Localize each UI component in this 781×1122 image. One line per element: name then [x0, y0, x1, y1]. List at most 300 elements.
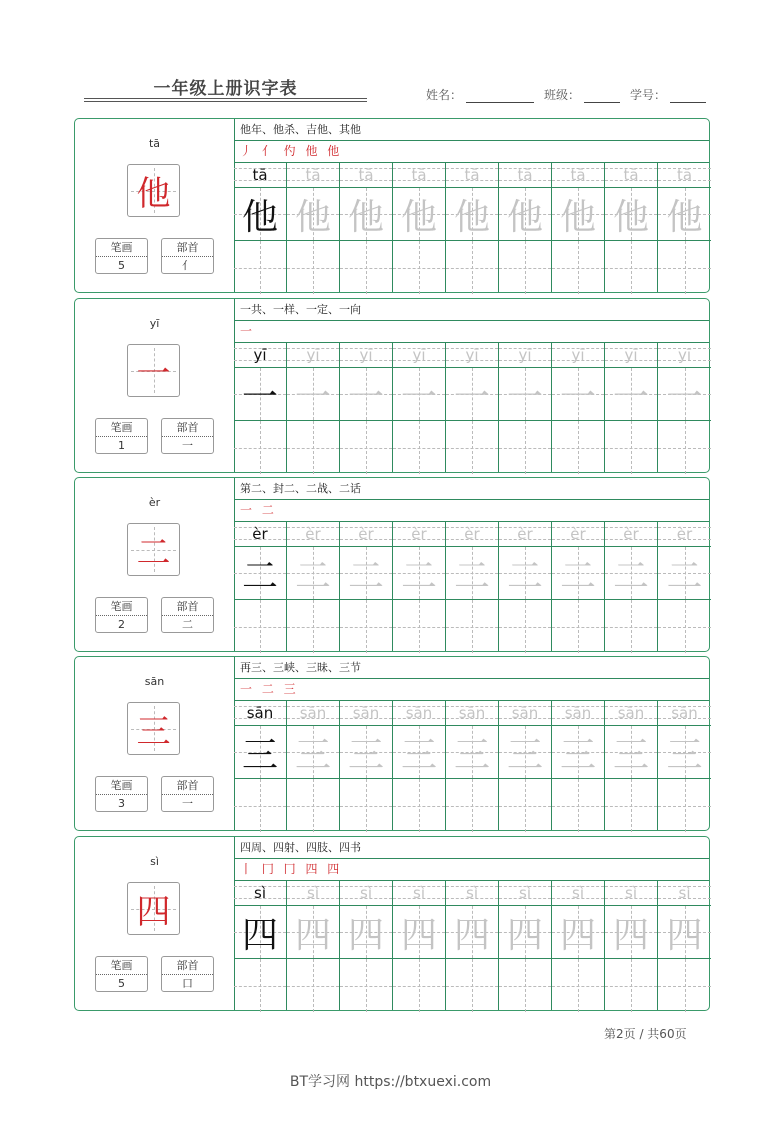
character-trace: 三 — [453, 734, 490, 776]
tracing-cell[interactable] — [499, 726, 551, 779]
character-trace: 三 — [666, 734, 703, 776]
pinyin-cell — [499, 163, 551, 188]
character-trace: 他 — [400, 196, 437, 238]
tracing-cell[interactable] — [552, 906, 604, 959]
radical-label: 部首 — [162, 419, 213, 437]
practice-column — [393, 881, 446, 1010]
pinyin-cell — [658, 343, 711, 368]
tracing-cell[interactable] — [552, 726, 604, 779]
blank-writing-cell[interactable] — [499, 421, 551, 474]
tracing-cell[interactable] — [287, 906, 339, 959]
blank-writing-cell[interactable] — [393, 959, 445, 1012]
tracing-cell[interactable] — [234, 906, 286, 959]
blank-writing-cell[interactable] — [340, 600, 392, 653]
pinyin-trace: sān — [246, 704, 274, 722]
tracing-cell[interactable] — [234, 188, 286, 241]
tracing-cell[interactable] — [340, 188, 392, 241]
practice-column — [340, 522, 393, 651]
tracing-cell[interactable] — [499, 188, 551, 241]
tracing-cell[interactable] — [287, 726, 339, 779]
character-trace: 四 — [612, 914, 649, 956]
pinyin-trace: tā — [570, 166, 586, 184]
blank-writing-cell[interactable] — [658, 421, 711, 474]
radical-label: 部首 — [162, 239, 213, 257]
character-pinyin: èr — [148, 496, 161, 509]
character-trace: 三 — [347, 734, 384, 776]
practice-column — [340, 343, 393, 472]
pinyin-cell — [393, 343, 445, 368]
pinyin-cell — [552, 163, 604, 188]
pinyin-cell — [287, 522, 339, 547]
character-trace: 四 — [453, 914, 490, 956]
tracing-cell[interactable] — [446, 368, 498, 421]
tracing-cell[interactable] — [446, 547, 498, 600]
pinyin-trace: sì — [413, 884, 425, 902]
character-trace: 四 — [506, 914, 543, 956]
practice-column — [499, 163, 552, 292]
tracing-cell[interactable] — [499, 547, 551, 600]
tracing-cell[interactable] — [393, 906, 445, 959]
pinyin-cell — [234, 881, 286, 906]
practice-grid — [234, 343, 709, 472]
tracing-cell[interactable] — [552, 188, 604, 241]
blank-writing-cell[interactable] — [340, 779, 392, 832]
blank-writing-cell[interactable] — [340, 421, 392, 474]
pinyin-trace: sì — [254, 884, 266, 902]
class-field[interactable] — [544, 86, 620, 103]
pinyin-trace: sì — [625, 884, 637, 902]
character-trace: 一 — [400, 376, 437, 418]
blank-writing-cell[interactable] — [446, 959, 498, 1012]
pinyin-trace: sān — [458, 704, 486, 722]
practice-column — [658, 881, 711, 1010]
tracing-cell[interactable] — [605, 726, 657, 779]
pinyin-cell — [446, 343, 498, 368]
practice-column — [605, 522, 658, 651]
tracing-cell[interactable] — [605, 368, 657, 421]
practice-column — [446, 343, 499, 472]
practice-column — [446, 522, 499, 651]
stroke-order: 一 二 三 — [234, 679, 709, 701]
character-glyph: 三 — [136, 712, 171, 752]
name-blank[interactable] — [466, 90, 534, 103]
blank-writing-cell[interactable] — [446, 421, 498, 474]
blank-writing-cell[interactable] — [499, 779, 551, 832]
pinyin-trace: sì — [466, 884, 478, 902]
blank-writing-cell[interactable] — [552, 421, 604, 474]
radical-box — [161, 597, 214, 633]
practice-column — [287, 701, 340, 830]
tracing-cell[interactable] — [234, 726, 286, 779]
practice-column — [234, 163, 287, 292]
pinyin-cell — [658, 701, 711, 726]
pinyin-cell — [658, 881, 711, 906]
character-info-panel — [75, 478, 235, 651]
character-trace: 四 — [559, 914, 596, 956]
student-info-fields — [426, 86, 716, 103]
blank-writing-cell[interactable] — [340, 959, 392, 1012]
student-id-blank[interactable] — [670, 90, 706, 103]
pinyin-trace: sì — [360, 884, 372, 902]
practice-column — [658, 343, 711, 472]
practice-panel — [234, 657, 709, 830]
character-trace: 他 — [559, 196, 596, 238]
radical-box — [161, 776, 214, 812]
blank-writing-cell[interactable] — [552, 959, 604, 1012]
stroke-count-value: 5 — [118, 977, 125, 990]
character-trace: 他 — [506, 196, 543, 238]
character-trace: 一 — [506, 376, 543, 418]
tracing-cell[interactable] — [287, 547, 339, 600]
practice-column — [499, 522, 552, 651]
blank-writing-cell[interactable] — [605, 600, 657, 653]
example-words: 他年、他杀、吉他、其他 — [234, 119, 709, 141]
practice-column — [234, 522, 287, 651]
character-trace: 四 — [294, 914, 331, 956]
stroke-count-label: 笔画 — [96, 239, 147, 257]
character-trace: 四 — [666, 914, 703, 956]
pinyin-trace: sān — [511, 704, 539, 722]
pinyin-trace: yī — [253, 346, 267, 364]
pinyin-cell — [393, 881, 445, 906]
pinyin-trace: tā — [623, 166, 639, 184]
stroke-count-box — [95, 956, 148, 992]
character-pinyin: yī — [149, 317, 160, 330]
radical-label: 部首 — [162, 957, 213, 975]
practice-column — [340, 701, 393, 830]
pinyin-trace: sān — [405, 704, 433, 722]
blank-writing-cell[interactable] — [499, 600, 551, 653]
tracing-cell[interactable] — [234, 547, 286, 600]
pinyin-cell — [552, 701, 604, 726]
character-trace: 三 — [400, 734, 437, 776]
pinyin-cell — [499, 343, 551, 368]
blank-writing-cell[interactable] — [287, 421, 339, 474]
tracing-cell[interactable] — [393, 188, 445, 241]
blank-writing-cell[interactable] — [605, 779, 657, 832]
pinyin-trace: yī — [571, 346, 585, 364]
pinyin-cell — [234, 522, 286, 547]
tracing-cell[interactable] — [658, 906, 711, 959]
blank-writing-cell[interactable] — [234, 959, 286, 1012]
pinyin-trace: tā — [676, 166, 693, 184]
practice-column — [287, 881, 340, 1010]
blank-writing-cell[interactable] — [605, 421, 657, 474]
blank-writing-cell[interactable] — [499, 959, 551, 1012]
radical-box — [161, 418, 214, 454]
character-trace: 三 — [506, 734, 543, 776]
pinyin-cell — [446, 881, 498, 906]
class-blank[interactable] — [584, 90, 620, 103]
tracing-cell[interactable] — [605, 547, 657, 600]
class-label: 班级： — [544, 88, 581, 102]
character-card — [74, 836, 710, 1011]
stroke-order: 一 二 — [234, 500, 709, 522]
blank-writing-cell[interactable] — [446, 779, 498, 832]
character-trace: 他 — [241, 196, 278, 238]
pinyin-trace: sān — [671, 704, 698, 722]
blank-writing-cell[interactable] — [658, 959, 711, 1012]
character-card — [74, 477, 710, 652]
tracing-cell[interactable] — [552, 368, 604, 421]
tracing-cell[interactable] — [552, 547, 604, 600]
stroke-order: 丨 冂 冂 四 四 — [234, 859, 709, 881]
tracing-cell[interactable] — [658, 368, 711, 421]
stroke-count-label: 笔画 — [96, 777, 147, 795]
practice-column — [340, 881, 393, 1010]
pinyin-trace: yī — [412, 346, 426, 364]
tracing-cell[interactable] — [446, 726, 498, 779]
practice-column — [340, 163, 393, 292]
practice-column — [499, 701, 552, 830]
character-trace: 四 — [400, 914, 437, 956]
character-trace: 二 — [559, 555, 596, 597]
footer-watermark: BT学习网 https://btxuexi.com — [289, 1074, 492, 1090]
blank-writing-cell[interactable] — [234, 241, 286, 294]
practice-column — [446, 163, 499, 292]
practice-column — [393, 163, 446, 292]
character-info-panel — [75, 299, 235, 472]
practice-grid — [234, 881, 709, 1010]
pinyin-trace: yī — [306, 346, 320, 364]
pinyin-trace: tā — [517, 166, 533, 184]
stroke-count-box — [95, 238, 148, 274]
tracing-cell[interactable] — [605, 188, 657, 241]
radical-value: 二 — [182, 618, 193, 631]
character-trace: 三 — [559, 734, 596, 776]
stroke-count-box — [95, 597, 148, 633]
stroke-order: 丿 亻 仢 他 他 — [234, 141, 709, 163]
radical-box — [161, 238, 214, 274]
pinyin-cell — [499, 881, 551, 906]
character-trace: 他 — [347, 196, 384, 238]
pinyin-cell — [552, 343, 604, 368]
blank-writing-cell[interactable] — [658, 779, 711, 832]
blank-writing-cell[interactable] — [393, 779, 445, 832]
practice-column — [446, 701, 499, 830]
character-trace: 二 — [666, 555, 703, 597]
character-trace: 一 — [453, 376, 490, 418]
tracing-cell[interactable] — [393, 726, 445, 779]
tracing-cell[interactable] — [393, 547, 445, 600]
pinyin-trace: sì — [572, 884, 584, 902]
practice-panel — [234, 837, 709, 1010]
character-trace: 一 — [294, 376, 331, 418]
practice-grid — [234, 163, 709, 292]
pinyin-cell — [287, 881, 339, 906]
tracing-cell[interactable] — [340, 368, 392, 421]
practice-column — [499, 881, 552, 1010]
blank-writing-cell[interactable] — [234, 779, 286, 832]
pinyin-cell — [605, 701, 657, 726]
pinyin-trace: yī — [465, 346, 479, 364]
practice-column — [552, 163, 605, 292]
character-glyph: 四 — [136, 892, 171, 932]
practice-column — [234, 701, 287, 830]
character-info-panel — [75, 837, 235, 1010]
blank-writing-cell[interactable] — [552, 779, 604, 832]
pinyin-cell — [287, 701, 339, 726]
tracing-cell[interactable] — [287, 368, 339, 421]
tracing-cell[interactable] — [499, 368, 551, 421]
character-info-panel — [75, 119, 235, 292]
character-trace: 他 — [453, 196, 490, 238]
stroke-count-value: 5 — [118, 259, 125, 272]
practice-column — [499, 343, 552, 472]
blank-writing-cell[interactable] — [234, 421, 286, 474]
pinyin-cell — [287, 343, 339, 368]
example-words: 一共、一样、一定、一向 — [234, 299, 709, 321]
tracing-cell[interactable] — [658, 726, 711, 779]
blank-writing-cell[interactable] — [340, 241, 392, 294]
pinyin-trace: èr — [358, 525, 374, 543]
name-label: 姓名： — [426, 88, 463, 102]
blank-writing-cell[interactable] — [446, 600, 498, 653]
blank-writing-cell[interactable] — [658, 241, 711, 294]
character-trace: 一 — [666, 376, 703, 418]
pinyin-trace: èr — [570, 525, 586, 543]
student-id-field[interactable] — [630, 86, 706, 103]
pinyin-trace: yī — [359, 346, 373, 364]
practice-column — [552, 881, 605, 1010]
tracing-cell[interactable] — [658, 547, 711, 600]
character-card — [74, 298, 710, 473]
pinyin-trace: èr — [623, 525, 639, 543]
stroke-count-value: 3 — [118, 797, 125, 810]
title-underline — [84, 98, 367, 99]
character-trace: 二 — [612, 555, 649, 597]
pinyin-trace: yī — [624, 346, 638, 364]
stroke-count-label: 笔画 — [96, 419, 147, 437]
blank-writing-cell[interactable] — [393, 421, 445, 474]
pinyin-cell — [340, 343, 392, 368]
tracing-cell[interactable] — [658, 188, 711, 241]
tracing-cell[interactable] — [340, 547, 392, 600]
pinyin-cell — [658, 522, 711, 547]
radical-value: 一 — [182, 797, 193, 810]
blank-writing-cell[interactable] — [605, 241, 657, 294]
blank-writing-cell[interactable] — [393, 241, 445, 294]
stroke-count-box — [95, 776, 148, 812]
pinyin-trace: èr — [517, 525, 533, 543]
character-trace: 三 — [612, 734, 649, 776]
pinyin-cell — [393, 522, 445, 547]
character-trace: 三 — [294, 734, 331, 776]
tracing-cell[interactable] — [234, 368, 286, 421]
blank-writing-cell[interactable] — [446, 241, 498, 294]
practice-column — [446, 881, 499, 1010]
character-box — [127, 523, 180, 576]
title-underline — [84, 101, 367, 102]
name-field[interactable] — [426, 86, 534, 103]
tracing-cell[interactable] — [605, 906, 657, 959]
blank-writing-cell[interactable] — [658, 600, 711, 653]
tracing-cell[interactable] — [499, 906, 551, 959]
pinyin-cell — [552, 522, 604, 547]
pinyin-trace: èr — [464, 525, 480, 543]
tracing-cell[interactable] — [287, 188, 339, 241]
blank-writing-cell[interactable] — [234, 600, 286, 653]
pinyin-cell — [605, 163, 657, 188]
pinyin-trace: èr — [411, 525, 427, 543]
practice-panel — [234, 478, 709, 651]
pinyin-cell — [234, 701, 286, 726]
blank-writing-cell[interactable] — [393, 600, 445, 653]
character-trace: 一 — [241, 376, 278, 418]
practice-column — [552, 701, 605, 830]
character-pinyin: sì — [150, 855, 159, 868]
character-card — [74, 118, 710, 293]
character-glyph: 二 — [136, 533, 171, 573]
practice-panel — [234, 299, 709, 472]
pinyin-trace: sān — [299, 704, 327, 722]
practice-column — [287, 522, 340, 651]
tracing-cell[interactable] — [446, 188, 498, 241]
character-box — [127, 882, 180, 935]
blank-writing-cell[interactable] — [287, 241, 339, 294]
example-words: 四周、四射、四肢、四书 — [234, 837, 709, 859]
blank-writing-cell[interactable] — [552, 600, 604, 653]
blank-writing-cell[interactable] — [287, 779, 339, 832]
radical-label: 部首 — [162, 777, 213, 795]
character-trace: 二 — [241, 555, 278, 597]
pinyin-trace: sān — [564, 704, 592, 722]
blank-writing-cell[interactable] — [605, 959, 657, 1012]
pinyin-trace: èr — [305, 525, 321, 543]
practice-column — [234, 881, 287, 1010]
blank-writing-cell[interactable] — [287, 600, 339, 653]
character-box — [127, 344, 180, 397]
practice-column — [605, 343, 658, 472]
stroke-order: 一 — [234, 321, 709, 343]
pinyin-cell — [446, 522, 498, 547]
example-words: 再三、三峡、三昧、三节 — [234, 657, 709, 679]
practice-grid — [234, 522, 709, 651]
tracing-cell[interactable] — [393, 368, 445, 421]
pinyin-cell — [340, 163, 392, 188]
practice-column — [658, 701, 711, 830]
pinyin-trace: tā — [464, 166, 480, 184]
stroke-count-value: 2 — [118, 618, 125, 631]
practice-column — [658, 522, 711, 651]
practice-grid — [234, 701, 709, 830]
radical-box — [161, 956, 214, 992]
example-words: 第二、封二、二战、二话 — [234, 478, 709, 500]
pinyin-trace: èr — [676, 525, 693, 543]
character-info-panel — [75, 657, 235, 830]
pinyin-trace: tā — [252, 166, 268, 184]
tracing-cell[interactable] — [340, 906, 392, 959]
pinyin-cell — [234, 163, 286, 188]
page-indicator: 第2页 / 共60页 — [604, 1027, 687, 1041]
tracing-cell[interactable] — [340, 726, 392, 779]
radical-value: 口 — [182, 977, 193, 990]
pinyin-cell — [658, 163, 711, 188]
pinyin-trace: sān — [617, 704, 645, 722]
character-trace: 二 — [453, 555, 490, 597]
character-trace: 四 — [241, 914, 278, 956]
radical-label: 部首 — [162, 598, 213, 616]
blank-writing-cell[interactable] — [287, 959, 339, 1012]
blank-writing-cell[interactable] — [552, 241, 604, 294]
character-pinyin: sān — [144, 675, 165, 688]
practice-column — [234, 343, 287, 472]
pinyin-cell — [499, 701, 551, 726]
tracing-cell[interactable] — [446, 906, 498, 959]
character-trace: 二 — [400, 555, 437, 597]
blank-writing-cell[interactable] — [499, 241, 551, 294]
practice-column — [393, 701, 446, 830]
